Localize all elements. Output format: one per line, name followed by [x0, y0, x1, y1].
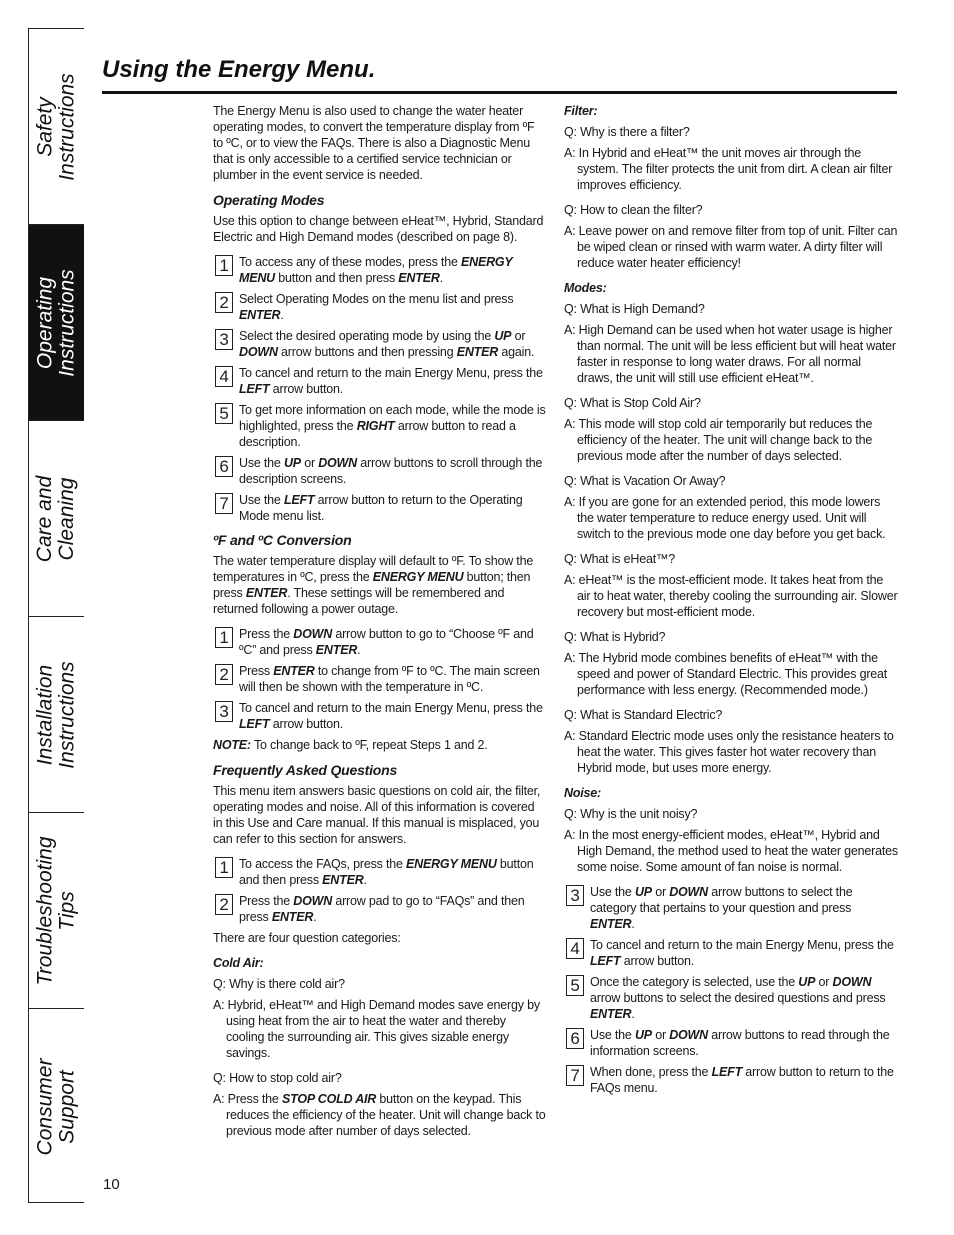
faq-question: Q: What is Standard Electric? — [564, 708, 723, 722]
step-text: Use the UP or DOWN arrow buttons to scroll through the description screens. — [239, 456, 543, 486]
page-number: 10 — [103, 1176, 120, 1193]
step-item — [213, 455, 546, 487]
intro-paragraph: The Energy Menu is also used to change the water heater operating modes, to convert the temperature display from ºF to ºC, or to view the FAQs. There is also a Diagnostic Menu that is only accessible to a certified service technician or plumber in the event service is needed. — [213, 104, 535, 182]
conversion-heading: ºF and ºC Conversion — [213, 532, 352, 548]
tab-label-line1: Operating — [33, 276, 57, 369]
tab-label-line2: Instructions — [55, 268, 79, 377]
step-item — [564, 884, 898, 932]
operating-modes-heading: Operating Modes — [213, 192, 325, 208]
step-text: Use the LEFT arrow button to return to the Operating Mode menu list. — [239, 493, 523, 523]
step-item — [213, 402, 546, 450]
right-column — [564, 103, 898, 1101]
conversion-note: NOTE: To change back to ºF, repeat Steps 1 and 2. — [213, 738, 488, 752]
noise-qa — [564, 806, 898, 875]
faq-answer: A: eHeat™ is the most-efficient mode. It takes heat from the air to heat water, thereby cooling the surrounding air. Slower recovery but most-efficient mode. — [564, 573, 898, 619]
faq-answer: A: High Demand can be used when hot water usage is higher than normal. The unit will be less efficient but will heat water faster in response to long water draws. For all normal draws, the unit will still use efficient eHeat™. — [564, 323, 896, 385]
tab-consumer-support[interactable] — [29, 1009, 84, 1205]
filter-heading: Filter: — [564, 104, 598, 118]
step-number: 2 — [215, 894, 233, 915]
faq-answer: A: In the most energy-efficient modes, eHeat™, Hybrid and High Demand, the method used to heat the water generates some noise. Some amount of fan noise is normal. — [564, 828, 898, 874]
filter-qa — [564, 124, 898, 271]
step-text: Use the UP or DOWN arrow buttons to read through the information screens. — [590, 1028, 890, 1058]
step-number: 7 — [215, 493, 233, 514]
step-text: Select Operating Modes on the menu list and press ENTER. — [239, 292, 514, 322]
step-number: 2 — [215, 292, 233, 313]
step-item — [213, 893, 546, 925]
faq-question: Q: What is Hybrid? — [564, 630, 666, 644]
tab-safety-instructions[interactable] — [29, 29, 84, 225]
step-number: 1 — [215, 255, 233, 276]
tab-label-line1: Safety — [33, 96, 57, 157]
faq-answer: A: The Hybrid mode combines benefits of eHeat™ with the speed and power of Standard Electric. This provides great performance with less energy. (Recommended mode.) — [564, 651, 888, 697]
conversion-intro: The water temperature display will default to ºF. To show the temperatures in ºC, press the ENERGY MENU button; then press ENTER. These settings will be remembered and returned following a power outage. — [213, 554, 534, 616]
step-number: 7 — [566, 1065, 584, 1086]
cold-air-qa — [213, 976, 546, 1139]
step-text: To cancel and return to the main Energy Menu, press the LEFT arrow button. — [239, 366, 543, 396]
step-item — [213, 626, 546, 658]
tab-label-line2: Tips — [55, 890, 79, 931]
tab-label-line1: Care and — [33, 475, 57, 562]
faq-question: Q: Why is the unit noisy? — [564, 807, 698, 821]
step-text: When done, press the LEFT arrow button to return to the FAQs menu. — [590, 1065, 894, 1095]
step-number: 3 — [215, 329, 233, 350]
faq-answer: A: Press the STOP COLD AIR button on the keypad. This reduces the efficiency of the heater. Unit will change back to previous mode after number of days selected. — [213, 1092, 546, 1138]
left-column — [213, 103, 546, 1148]
operating-modes-intro: Use this option to change between eHeat™, Hybrid, Standard Electric and High Demand modes (described on page 8). — [213, 214, 544, 244]
tab-label-line2: Cleaning — [55, 477, 79, 560]
step-number: 4 — [566, 938, 584, 959]
page-title: Using the Energy Menu. — [102, 56, 376, 83]
faq-question: Q: Why is there a filter? — [564, 125, 690, 139]
faq-question: Q: What is Vacation Or Away? — [564, 474, 726, 488]
noise-heading: Noise: — [564, 786, 602, 800]
tab-label-line1: Troubleshooting — [33, 835, 57, 986]
tab-troubleshooting-tips[interactable] — [29, 813, 84, 1009]
step-number: 5 — [215, 403, 233, 424]
faq-heading: Frequently Asked Questions — [213, 762, 398, 778]
faq-steps-continued — [564, 884, 898, 1096]
step-text: Use the UP or DOWN arrow buttons to select the category that pertains to your question and press ENTER. — [590, 885, 853, 931]
faq-question: Q: What is Stop Cold Air? — [564, 396, 701, 410]
step-text: Press the DOWN arrow pad to go to “FAQs” and then press ENTER. — [239, 894, 525, 924]
step-number: 1 — [215, 857, 233, 878]
step-item — [213, 365, 546, 397]
step-item — [213, 856, 546, 888]
tab-label-line2: Instructions — [55, 72, 79, 181]
step-text: Press ENTER to change from ºF to ºC. The main screen will then be shown with the temperature in ºC. — [239, 664, 540, 694]
tab-installation-instructions[interactable] — [29, 617, 84, 813]
tab-operating-instructions[interactable] — [29, 225, 84, 421]
step-item — [213, 254, 546, 286]
section-tabs — [28, 28, 84, 1203]
step-text: To cancel and return to the main Energy Menu, press the LEFT arrow button. — [590, 938, 894, 968]
step-text: Select the desired operating mode by using the UP or DOWN arrow buttons and then pressing ENTER again. — [239, 329, 535, 359]
step-item — [213, 492, 546, 524]
step-item — [564, 974, 898, 1022]
faq-answer: A: Leave power on and remove filter from top of unit. Filter can be wiped clean or rinsed with warm water. A dirty filter will reduce water heater efficiency! — [564, 224, 898, 270]
step-number: 3 — [215, 701, 233, 722]
conversion-steps — [213, 626, 546, 732]
step-number: 5 — [566, 975, 584, 996]
faq-question: Q: What is eHeat™? — [564, 552, 676, 566]
tab-label-line2: Instructions — [55, 660, 79, 769]
step-number: 3 — [566, 885, 584, 906]
faq-categories-note: There are four question categories: — [213, 931, 401, 945]
step-text: Once the category is selected, use the UP or DOWN arrow buttons to select the desired questions and press ENTER. — [590, 975, 886, 1021]
tab-care-and-cleaning[interactable] — [29, 421, 84, 617]
faq-question: Q: What is High Demand? — [564, 302, 705, 316]
faq-question: Q: Why is there cold air? — [213, 977, 345, 991]
faq-question: Q: How to clean the filter? — [564, 203, 703, 217]
step-number: 1 — [215, 627, 233, 648]
tab-label-line1: Installation — [33, 664, 57, 765]
tab-label-line2: Support — [55, 1070, 79, 1144]
step-text: To get more information on each mode, while the mode is highlighted, press the RIGHT arrow button to read a description. — [239, 403, 546, 449]
modes-qa — [564, 301, 898, 776]
step-number: 2 — [215, 664, 233, 685]
modes-heading: Modes: — [564, 281, 607, 295]
step-text: To cancel and return to the main Energy Menu, press the LEFT arrow button. — [239, 701, 543, 731]
title-divider — [102, 91, 897, 94]
operating-modes-steps — [213, 254, 546, 524]
tab-label-line1: Consumer — [33, 1058, 57, 1156]
faq-intro: This menu item answers basic questions on cold air, the filter, operating modes and noise. All of this information is covered in this Use and Care manual. If this manual is misplaced, you can refer to this section for answers. — [213, 784, 541, 846]
step-text: To access any of these modes, press the ENERGY MENU button and then press ENTER. — [239, 255, 513, 285]
step-item — [213, 663, 546, 695]
faq-answer: A: This mode will stop cold air temporarily but reduces the efficiency of the heater. The unit will change back to the previous mode after the number of days selected. — [564, 417, 873, 463]
step-number: 6 — [566, 1028, 584, 1049]
faq-question: Q: How to stop cold air? — [213, 1071, 342, 1085]
step-item — [564, 1027, 898, 1059]
faq-answer: A: If you are gone for an extended period, this mode lowers the water temperature to reduce energy used. Unit will switch to the previous mode one day before you get back. — [564, 495, 886, 541]
faq-answer: A: Hybrid, eHeat™ and High Demand modes save energy by using heat from the air to heat the water and thereby cooling the surrounding air. This gives sizable energy savings. — [213, 998, 540, 1060]
step-item — [213, 328, 546, 360]
step-item — [564, 937, 898, 969]
step-number: 6 — [215, 456, 233, 477]
step-item — [564, 1064, 898, 1096]
cold-air-heading: Cold Air: — [213, 956, 264, 970]
step-number: 4 — [215, 366, 233, 387]
faq-answer: A: Standard Electric mode uses only the resistance heaters to heat the water. This gives faster hot water recovery than Hybrid mode, but uses more energy. — [564, 729, 894, 775]
step-item — [213, 700, 546, 732]
step-text: To access the FAQs, press the ENERGY MENU button and then press ENTER. — [239, 857, 534, 887]
faq-answer: A: In Hybrid and eHeat™ the unit moves air through the system. The filter protects the unit from dirt. A clean air filter improves efficiency. — [564, 146, 893, 192]
step-text: Press the DOWN arrow button to go to “Choose ºF and ºC” and press ENTER. — [239, 627, 534, 657]
step-item — [213, 291, 546, 323]
faq-steps-start — [213, 856, 546, 925]
